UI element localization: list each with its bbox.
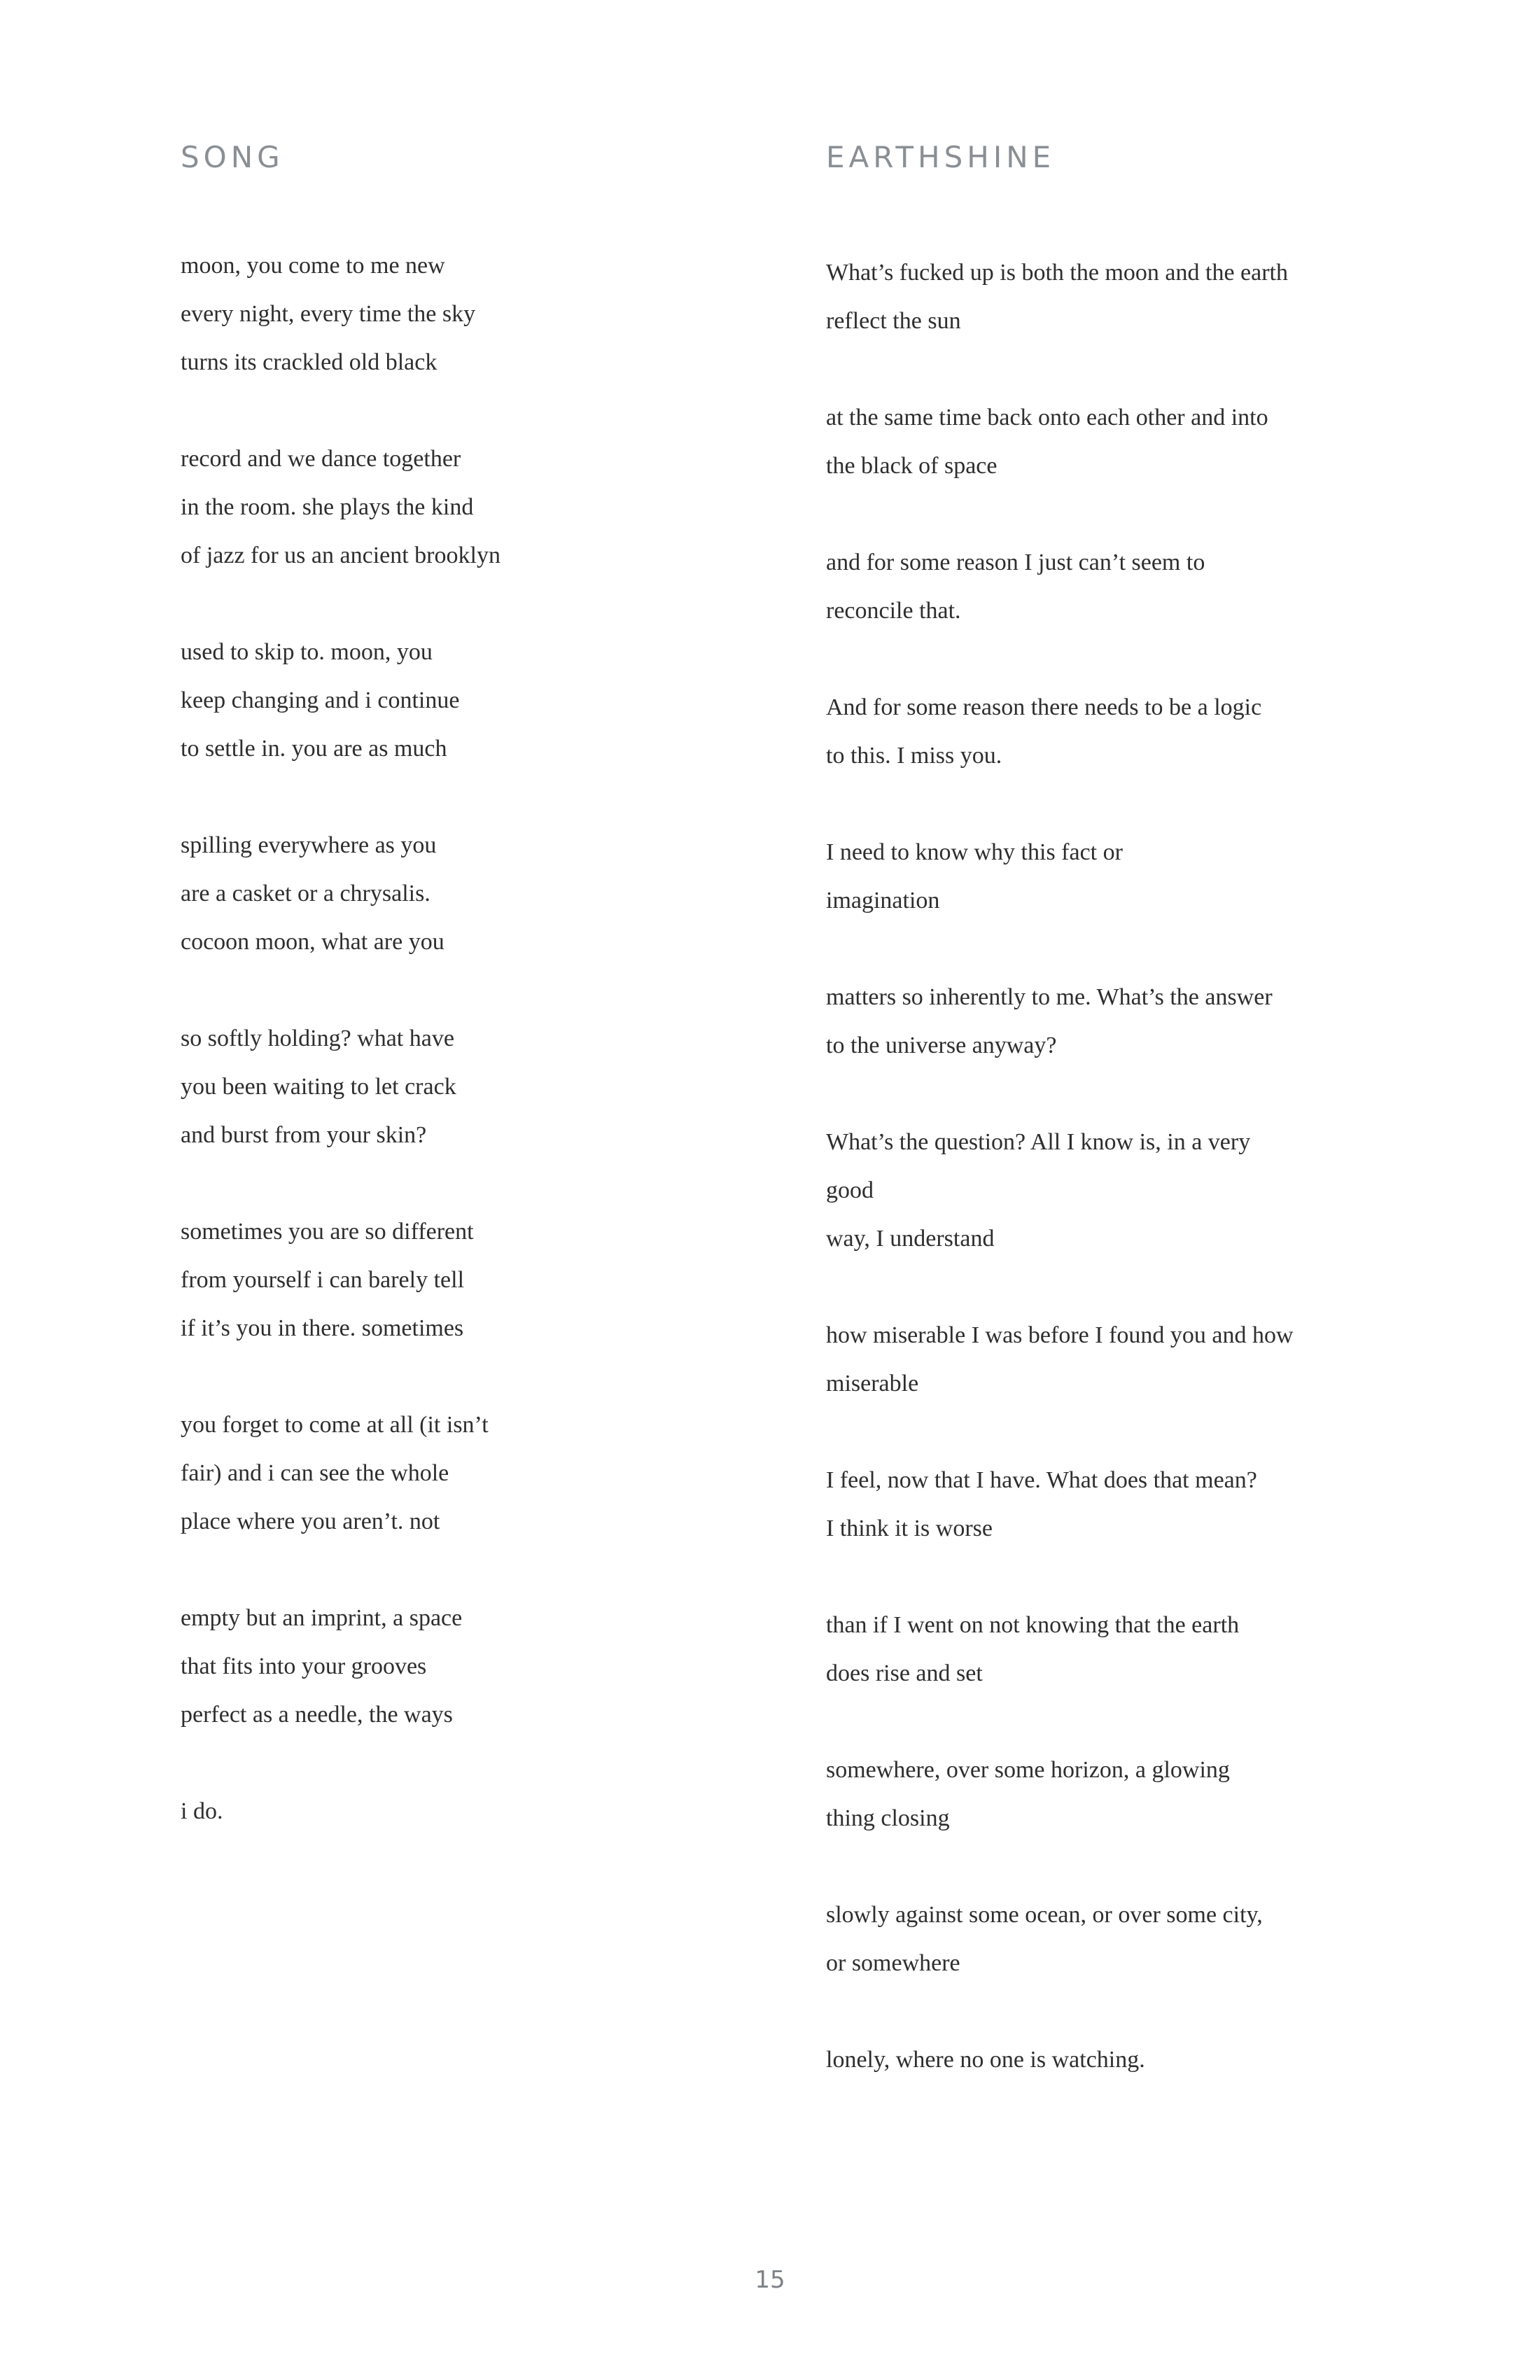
poem-line: if it’s you in there. sometimes	[181, 1315, 464, 1341]
poem-line: and burst from your skin?	[181, 1122, 427, 1148]
poem-line: fair) and i can see the whole	[181, 1460, 449, 1486]
stanza	[181, 1594, 769, 1739]
poem-line: moon, you come to me new	[181, 253, 445, 279]
stanza	[181, 821, 769, 966]
stanza	[826, 248, 1414, 345]
poem-line: somewhere, over some horizon, a glowing	[826, 1757, 1230, 1783]
poem-line: used to skip to. moon, you	[181, 639, 433, 665]
stanza	[826, 2036, 1414, 2084]
poem-line: so softly holding? what have	[181, 1026, 454, 1051]
stanza	[826, 1311, 1414, 1408]
poem-line: sometimes you are so different	[181, 1219, 474, 1245]
page-number: 15	[755, 2266, 785, 2294]
poem-line: lonely, where no one is watching.	[826, 2047, 1145, 2073]
poem-line: matters so inherently to me. What’s the answer	[826, 984, 1273, 1010]
poem-line: and for some reason I just can’t seem to	[826, 550, 1205, 575]
poem-line: And for some reason there needs to be a logic	[826, 694, 1262, 720]
stanza	[826, 973, 1414, 1070]
poem-line: empty but an imprint, a space	[181, 1605, 463, 1631]
poem-line: i do.	[181, 1798, 223, 1824]
poem-line: What’s the question? All I know is, in a very	[826, 1129, 1251, 1155]
poem-line: thing closing	[826, 1805, 950, 1831]
poem-line: that fits into your grooves	[181, 1653, 427, 1679]
poem-line: from yourself i can barely tell	[181, 1267, 465, 1293]
stanza	[826, 828, 1414, 925]
stanza	[181, 241, 769, 386]
stanza	[826, 683, 1414, 780]
poem-line: to this. I miss you.	[826, 743, 1002, 769]
poem-line: I think it is worse	[826, 1516, 993, 1541]
stanza	[181, 1014, 769, 1159]
poem-line: than if I went on not knowing that the earth	[826, 1612, 1240, 1638]
poem-body	[181, 241, 769, 1884]
stanza	[826, 1601, 1414, 1698]
poem-line: reflect the sun	[826, 308, 961, 334]
stanza	[826, 1746, 1414, 1842]
stanza	[181, 628, 769, 773]
stanza	[826, 1118, 1414, 1263]
poem-line: keep changing and i continue	[181, 687, 460, 713]
stanza	[181, 435, 769, 580]
poem-line: to settle in. you are as much	[181, 736, 447, 762]
poem-line: imagination	[826, 888, 940, 913]
poem-line: spilling everywhere as you	[181, 832, 437, 858]
poem-line: or somewhere	[826, 1950, 960, 1976]
poem-line: of jazz for us an ancient brooklyn	[181, 542, 500, 568]
poem-line: perfect as a needle, the ways	[181, 1702, 453, 1728]
stanza	[181, 1401, 769, 1546]
poem-line: at the same time back onto each other and into	[826, 405, 1268, 430]
poem-line: every night, every time the sky	[181, 301, 476, 327]
stanza	[181, 1787, 769, 1835]
poem-line: miserable	[826, 1371, 919, 1396]
poem-line: good	[826, 1177, 874, 1203]
poem-line: I need to know why this fact or	[826, 839, 1123, 865]
poem-body	[826, 248, 1414, 2132]
poem-line: turns its crackled old black	[181, 349, 438, 375]
stanza	[826, 1891, 1414, 1987]
poem-line: you forget to come at all (it isn’t	[181, 1412, 489, 1438]
poem-line: does rise and set	[826, 1660, 983, 1686]
stanza	[826, 538, 1414, 635]
poem-title: SONG	[181, 140, 284, 174]
poem-line: reconcile that.	[826, 598, 961, 624]
stanza	[181, 1208, 769, 1352]
poem-line: are a casket or a chrysalis.	[181, 881, 430, 906]
poem-line: in the room. she plays the kind	[181, 494, 474, 520]
poem-line: way, I understand	[826, 1226, 995, 1252]
poem-line: the black of space	[826, 453, 997, 479]
poem-line: how miserable I was before I found you and how	[826, 1322, 1294, 1348]
poem-line: place where you aren’t. not	[181, 1508, 440, 1534]
poem-line: to the universe anyway?	[826, 1032, 1057, 1058]
poem-line: What’s fucked up is both the moon and the earth	[826, 260, 1288, 286]
poem-line: cocoon moon, what are you	[181, 929, 444, 955]
poem-line: slowly against some ocean, or over some city,	[826, 1902, 1263, 1928]
poem-line: you been waiting to let crack	[181, 1074, 456, 1100]
poem-line: I feel, now that I have. What does that mean?	[826, 1467, 1257, 1493]
poem-title: EARTHSHINE	[826, 140, 1056, 174]
stanza	[826, 1456, 1414, 1553]
stanza	[826, 393, 1414, 490]
poem-line: record and we dance together	[181, 446, 461, 472]
